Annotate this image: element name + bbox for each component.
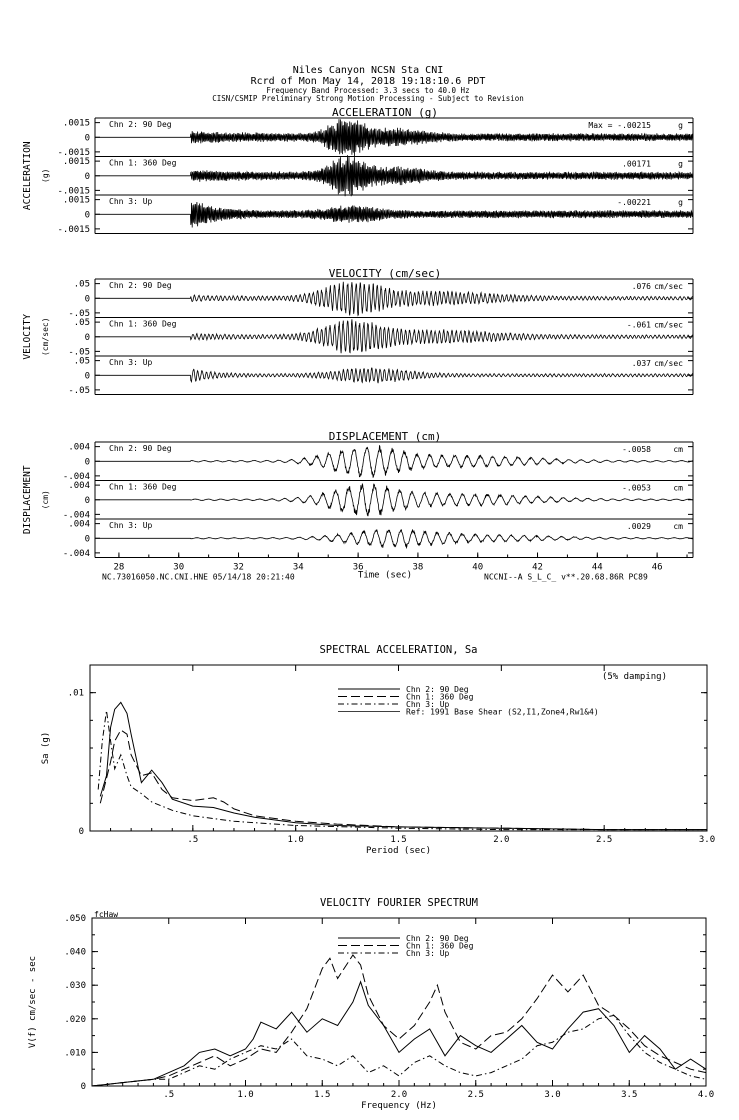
peak-unit: cm [673,483,683,493]
legend-label: Chn 2: 90 Deg [406,934,469,943]
y-tick-label: 0 [84,371,90,382]
x-tick-label: 4.0 [697,1090,715,1100]
y-axis-label: Sa (g) [41,731,51,765]
peak-value: .0029 [626,522,651,531]
y-tick-label: .020 [64,1014,86,1025]
y-tick-label: 0 [84,332,90,343]
legend-label: Chn 3: Up [406,700,450,709]
panel-title: DISPLACEMENT (cm) [328,430,442,443]
y-tick-label: 0 [84,495,90,506]
x-tick-label: 3.5 [621,1090,638,1100]
x-tick-label: 28 [113,562,125,573]
y-tick-label: 0 [84,133,90,144]
y-tick-label: 0 [84,457,90,468]
waveform [95,155,693,196]
x-tick-label: 3.0 [698,835,716,845]
trace-chn-3-up [63,519,693,559]
side-label: ACCELERATION [22,141,33,211]
trace-chn-2-90-deg [63,442,693,482]
chart-title: SPECTRAL ACCELERATION, Sa [319,644,478,656]
series-chn-2-90-deg [92,982,706,1086]
header-disclaimer: CISN/CSMIP Preliminary Strong Motion Processing - Subject to Revision [212,94,524,103]
panel-title: VELOCITY (cm/sec) [328,267,442,280]
panel-title: ACCELERATION (g) [332,106,438,119]
y-tick-label: .004 [68,519,90,530]
peak-unit: g [678,198,683,207]
side-label: VELOCITY [22,313,33,360]
peak-value: .076 [631,282,651,291]
y-tick-label: -.004 [62,510,90,521]
velocity-fourier-chart [28,897,714,1111]
y-tick-label: -.05 [68,385,90,396]
panel-displacement [22,430,693,559]
trace-chn-3-up [57,195,693,235]
x-tick-label: 44 [591,562,603,573]
header-record: Rcrd of Mon May 14, 2018 19:18:10.6 PDT [250,76,486,87]
x-tick-label: 3.0 [544,1090,561,1100]
peak-unit: g [678,121,683,130]
channel-label: Chn 1: 360 Deg [109,319,177,329]
x-tick-label: 2.0 [493,835,510,845]
y-tick-label: -.05 [68,308,90,319]
waveform [95,202,693,228]
channel-label: Chn 2: 90 Deg [109,281,172,290]
spectral-acceleration-chart [41,644,715,856]
x-tick-label: 1.0 [237,1090,254,1100]
x-tick-label: 1.5 [390,835,407,845]
y-tick-label: .05 [73,318,90,329]
y-tick-label: .004 [68,442,90,453]
channel-label: Chn 3: Up [109,197,153,206]
report-header [212,65,524,103]
unit-label: (cm) [41,490,50,510]
y-tick-label: .030 [64,981,86,992]
y-tick-label: .0015 [62,195,90,206]
x-tick-label: .5 [187,835,199,845]
damping-note: (5% damping) [601,672,667,682]
x-tick-label: 38 [412,562,424,573]
y-tick-label: -.0015 [57,224,90,235]
y-axis-label: V(f) cm/sec - sec [28,955,38,1049]
y-tick-label: 0 [80,1082,86,1092]
channel-label: Chn 3: Up [109,521,153,530]
time-axis [102,553,687,582]
y-tick-label: -.004 [62,471,90,482]
x-tick-label: 1.0 [287,835,304,845]
header-band: Frequency Band Processed: 3.3 secs to 40.0 Hz [266,86,470,95]
series-chn-2-90-deg [100,702,707,829]
trace-chn-3-up [68,356,693,396]
y-tick-label: .05 [73,279,90,290]
waveform [95,282,693,316]
peak-value: -.0058 [622,445,651,454]
legend [338,685,599,717]
series-chn-1-360-deg [92,955,706,1086]
peak-unit: cm [673,522,683,531]
y-tick-label: .040 [64,947,86,958]
peak-value: -.061 [626,320,651,330]
x-tick-label: 32 [233,562,244,573]
x-tick-label: 2.5 [596,835,613,845]
footer-right: NCCNI--A S_L_C_ v**.20.68.86R PC89 [484,572,648,582]
panel-acceleration [22,106,693,235]
x-tick-label: 40 [472,562,484,573]
trace-chn-2-90-deg [57,118,693,158]
peak-unit: cm [673,445,683,454]
x-axis-label: Time (sec) [357,570,413,581]
peak-unit: cm/sec [654,320,683,330]
y-tick-label: -.0015 [57,147,90,158]
y-tick-label: 0 [84,534,90,545]
x-tick-label: 34 [292,562,304,573]
peak-unit: cm/sec [654,359,683,368]
y-tick-label: .05 [73,356,90,367]
x-tick-label: 30 [173,562,185,573]
peak-value: .037 [631,359,651,368]
waveform [95,484,693,517]
series-chn-1-360-deg [100,730,707,830]
y-tick-label: -.05 [68,347,90,358]
x-tick-label: .5 [163,1090,175,1100]
plot-frame [90,665,707,831]
y-tick-label: 0 [84,210,90,221]
y-tick-label: -.004 [62,548,90,559]
trace-chn-1-360-deg [63,481,693,521]
legend-label: Chn 2: 90 Deg [406,685,469,694]
x-tick-label: 2.0 [390,1090,408,1100]
unit-label: (g) [41,168,50,183]
peak-value: Max = -.00215 [588,121,651,130]
y-tick-label: .050 [64,914,86,924]
x-axis-label: Period (sec) [365,846,432,856]
channel-label: Chn 2: 90 Deg [109,444,172,453]
trace-chn-2-90-deg [68,279,693,319]
peak-unit: g [678,159,683,169]
channel-label: Chn 1: 360 Deg [109,158,177,168]
peak-value: -.00221 [617,198,651,207]
y-tick-label: .010 [64,1048,86,1059]
channel-label: Chn 1: 360 Deg [109,482,177,492]
series-chn-3-up [98,711,707,830]
trace-chn-1-360-deg [57,155,693,196]
x-tick-label: 42 [532,562,543,573]
y-tick-label: 0 [78,827,84,837]
x-tick-label: 1.5 [314,1090,331,1100]
waveform [95,368,693,383]
legend-label: Chn 1: 360 Deg [406,692,474,702]
waveform [95,445,693,477]
time-series-panels [22,106,693,582]
unit-label: (cm/sec) [41,317,50,357]
peak-unit: cm/sec [654,282,683,291]
waveform [95,319,693,353]
corner-label: fcHaw [94,910,119,919]
y-tick-label: .004 [68,481,90,492]
waveform [95,529,693,547]
y-tick-label: 0 [84,294,90,305]
x-tick-label: 36 [352,562,364,573]
legend-label: Chn 3: Up [406,949,450,958]
y-tick-label: .0015 [62,157,90,168]
chart-title: VELOCITY FOURIER SPECTRUM [319,897,479,909]
x-tick-label: 2.5 [467,1090,484,1100]
legend-label: Chn 1: 360 Deg [406,941,474,951]
y-tick-label: 0 [84,171,90,182]
side-label: DISPLACEMENT [22,465,33,535]
header-station: Niles Canyon NCSN Sta CNI [292,65,444,76]
plot-frame [92,918,706,1086]
footer-left: NC.73016050.NC.CNI.HNE 05/14/18 20:21:40 [102,572,295,582]
peak-value: -.0053 [622,483,651,493]
trace-chn-1-360-deg [68,318,693,358]
x-axis-label: Frequency (Hz) [361,1101,437,1111]
panel-velocity [22,267,693,396]
y-tick-label: .0015 [62,118,90,129]
channel-label: Chn 2: 90 Deg [109,120,172,129]
legend-label: Ref: 1991 Base Shear (S2,I1,Zone4,Rw1&4) [406,707,599,717]
channel-label: Chn 3: Up [109,358,153,367]
x-tick-label: 46 [651,562,663,573]
peak-value: .00171 [622,159,651,169]
legend [338,934,474,958]
y-tick-label: -.0015 [57,186,90,197]
y-tick-label: .01 [67,688,84,699]
